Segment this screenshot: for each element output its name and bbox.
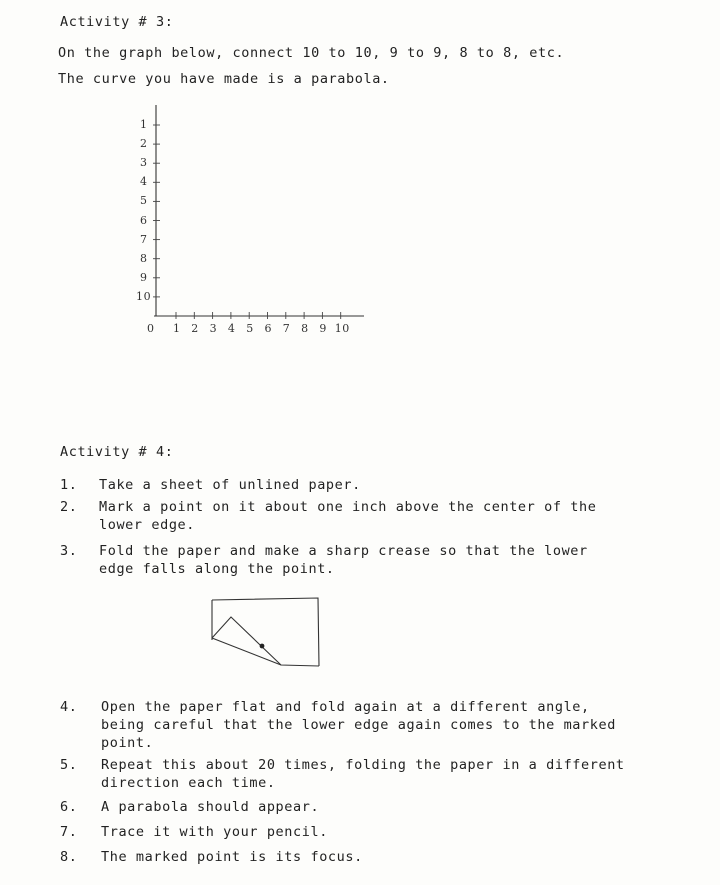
x-axis-tick-label: 9 — [319, 322, 327, 335]
step-number: 7. — [60, 824, 78, 840]
y-axis-tick-label: 1 — [140, 118, 148, 131]
step-text-line: The marked point is its focus. — [101, 849, 363, 865]
focus-point-marker — [260, 644, 265, 649]
x-axis-tick-label: 10 — [334, 322, 350, 335]
step-text-line: A parabola should appear. — [101, 799, 320, 815]
x-axis-tick-label: 6 — [264, 322, 273, 335]
x-axis-tick-label: 0 — [147, 322, 155, 335]
step-number: 8. — [60, 849, 78, 865]
x-axis-tick-label: 4 — [227, 322, 236, 335]
step-text-line: lower edge. — [99, 517, 196, 533]
y-axis-tick-label: 10 — [136, 289, 152, 303]
step-text-line: direction each time. — [101, 775, 276, 791]
x-axis-tick-label: 5 — [246, 322, 254, 335]
step-number: 4. — [60, 699, 78, 715]
y-axis-tick-label: 5 — [140, 194, 148, 208]
x-axis-tick-label: 1 — [173, 322, 181, 335]
step-number: 3. — [60, 543, 78, 559]
step-text-line: Open the paper flat and fold again at a different angle, — [101, 699, 590, 715]
y-axis-tick-label: 2 — [140, 137, 148, 151]
y-axis-tick-label: 4 — [140, 175, 148, 189]
x-axis-tick-label: 7 — [282, 322, 291, 335]
y-axis-tick-label: 9 — [140, 270, 148, 284]
x-axis-tick-label: 2 — [191, 322, 199, 335]
activity-3-instruction-line-2: The curve you have made is a parabola. — [58, 71, 390, 87]
step-text-line: Mark a point on it about one inch above the center of the — [99, 499, 597, 515]
y-axis-tick-label: 3 — [140, 156, 148, 170]
step-text-line: Repeat this about 20 times, folding the paper in a different — [101, 757, 625, 773]
step-text-line: point. — [101, 735, 154, 751]
y-axis-tick-label: 7 — [140, 232, 148, 246]
step-number: 2. — [60, 499, 78, 515]
step-text-line: being careful that the lower edge again comes to the marked — [101, 717, 616, 733]
x-axis-tick-label: 8 — [301, 322, 309, 335]
activity-4-heading: Activity # 4: — [60, 444, 174, 460]
x-axis-tick-label: 3 — [209, 322, 218, 335]
step-text-line: edge falls along the point. — [99, 561, 335, 577]
y-axis-tick-label: 6 — [140, 213, 148, 227]
activity-3-instruction-line-1: On the graph below, connect 10 to 10, 9 to 9, 8 to 8, etc. — [58, 45, 565, 61]
step-text-line: Take a sheet of unlined paper. — [99, 477, 361, 493]
activity-3-heading: Activity # 3: — [60, 14, 174, 30]
step-text-line: Fold the paper and make a sharp crease so that the lower — [99, 543, 588, 559]
y-axis-tick-label: 8 — [140, 251, 148, 265]
step-number: 5. — [60, 757, 78, 773]
step-text-line: Trace it with your pencil. — [101, 824, 328, 840]
step-number: 6. — [60, 799, 78, 815]
step-number: 1. — [60, 477, 78, 493]
